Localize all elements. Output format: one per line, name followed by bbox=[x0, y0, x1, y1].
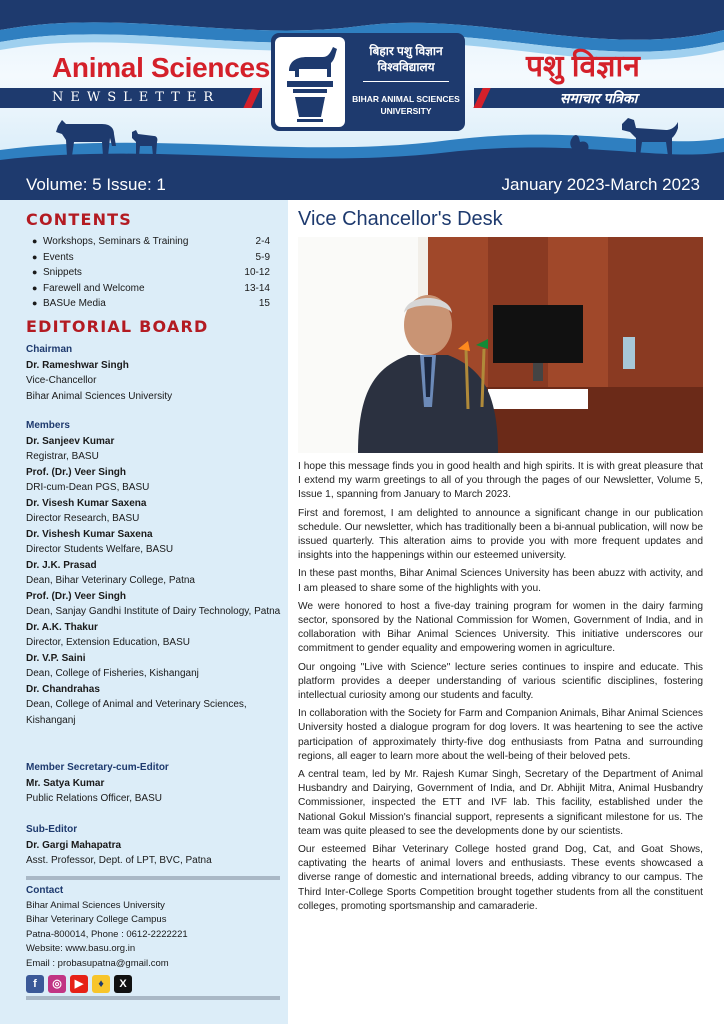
issue-bar bbox=[0, 170, 724, 200]
member-designation: Dean, Sanjay Gandhi Institute of Dairy Technology, Patna bbox=[26, 606, 281, 617]
contents-item: ● Events 5-9 bbox=[32, 251, 270, 263]
cow-icon bbox=[52, 116, 122, 158]
message-paragraph: First and foremost, I am delighted to announce a significant change in our publication schedule. Our newsletter, which has traditionally been a bi-annual publication, will now be issued quarterly. This alteration aims to provide you with more frequent updates and insights into the happenings within our esteemed university. bbox=[298, 507, 703, 562]
university-logo bbox=[271, 33, 465, 131]
contents-item-label: Farewell and Welcome bbox=[43, 282, 145, 294]
secretary-designation: Public Relations Officer, BASU bbox=[26, 793, 162, 804]
volume-issue: Volume: 5 Issue: 1 bbox=[26, 175, 166, 194]
masthead bbox=[0, 0, 724, 170]
contents-item: ● Snippets 10-12 bbox=[32, 267, 270, 278]
x-icon[interactable]: X bbox=[114, 975, 132, 993]
newsletter-title-english: Animal Sciences bbox=[52, 52, 271, 83]
members-block bbox=[26, 418, 284, 728]
editorial-board-heading: EDITORIAL BOARD bbox=[26, 317, 209, 336]
university-name-hindi-line1: बिहार पशु विज्ञान bbox=[369, 44, 443, 58]
member-designation: DRI-cum-Dean PGS, BASU bbox=[26, 482, 150, 493]
subeditor-name: Dr. Gargi Mahapatra bbox=[26, 839, 122, 851]
contents-item: ● BASUe Media 15 bbox=[32, 298, 270, 309]
message-paragraph: Our esteemed Bihar Veterinary College hosted grand Dog, Cat, and Goat Shows, captivating the hearts of animal lovers and enthusiasts. These events showcased a diverse range of domestic and international breeds, adding vibrancy to our campus. The Third Inter-College Sports Competition brought together students from all the constituent colleges, promoting sportsmanship and camaraderie. bbox=[298, 844, 703, 912]
member-name: Prof. (Dr.) Veer Singh bbox=[26, 590, 127, 602]
member-designation: Dean, College of Animal and Veterinary Sciences, Kishanganj bbox=[26, 699, 247, 726]
message-paragraph: Our ongoing "Live with Science" lecture series continues to inspire and educate. This platform provides a deeper understanding of various scientific disciplines, fostering intellectual curiosity among our students and faculty. bbox=[298, 661, 703, 702]
contents-list bbox=[26, 236, 274, 314]
subeditor-role: Sub-Editor bbox=[26, 824, 78, 835]
contact-line: Bihar Veterinary College Campus bbox=[26, 914, 167, 925]
contents-item-label: Snippets bbox=[43, 267, 82, 278]
contents-item-pages: 10-12 bbox=[244, 267, 270, 278]
university-name-english-line2: UNIVERSITY bbox=[380, 106, 432, 116]
logo-divider bbox=[363, 81, 449, 82]
secretary-block bbox=[26, 760, 284, 807]
university-name-hindi-line2: विश्वविद्यालय bbox=[377, 60, 435, 74]
instagram-icon[interactable]: ◎ bbox=[48, 975, 66, 993]
members-role: Members bbox=[26, 420, 70, 431]
koo-icon[interactable]: ♦ bbox=[92, 975, 110, 993]
message-paragraph: In these past months, Bihar Animal Sciences University has been abuzz with activity, and I am pleased to share some of the highlights with you. bbox=[298, 568, 703, 594]
chairman-organization: Bihar Animal Sciences University bbox=[26, 390, 173, 402]
youtube-icon[interactable]: ▶ bbox=[70, 975, 88, 993]
message-paragraph: We were honored to host a five-day training program for women in the dairy farming sector, sponsored by the National Commission for Women, Government of India, and in collaboration with Bihar Animal Sciences University. This initiative underscores our commitment to gender equality and empowering women in agriculture. bbox=[298, 600, 703, 655]
member-name: Prof. (Dr.) Veer Singh bbox=[26, 466, 127, 478]
contact-divider-top bbox=[26, 876, 280, 880]
contact-phone: Patna-800014, Phone : 0612-2222221 bbox=[26, 928, 188, 940]
member-designation: Registrar, BASU bbox=[26, 451, 99, 462]
member-name: Dr. Sanjeev Kumar bbox=[26, 435, 115, 447]
secretary-role: Member Secretary-cum-Editor bbox=[26, 762, 169, 773]
contents-item-pages: 15 bbox=[258, 298, 270, 309]
newsletter-subtitle-hindi: समाचार पत्रिका bbox=[560, 90, 638, 106]
contact-line: Bihar Animal Sciences University bbox=[26, 899, 165, 911]
university-emblem-icon bbox=[275, 37, 345, 127]
contents-item: ● Farewell and Welcome 13-14 bbox=[32, 282, 270, 294]
newsletter-title-hindi: पशु विज्ञान bbox=[526, 50, 640, 83]
vice-chancellor-photo bbox=[298, 237, 703, 453]
message-paragraph: In collaboration with the Society for Farm and Companion Animals, Bihar Animal Sciences University hosted a dialogue program for dog lovers. It was heartening to see the active participation of approximately thirty-five dog enthusiasts from Patna and surrounding regions, all eager to learn more about the well-being of their beloved pets. bbox=[298, 708, 703, 762]
contact-website: Website: www.basu.org.in bbox=[26, 943, 136, 954]
member-designation: Director Students Welfare, BASU bbox=[26, 544, 174, 555]
message-paragraph: A central team, led by Mr. Rajesh Kumar Singh, Secretary of the Department of Animal Husbandry and Dairying, Government of India, and Dr. Abhijit Mitra, Animal Husbandry Commissioner, inspected the ETT and IVF lab. This facility, established under the National Gokul Mission's financial support, represents a significant milestone for us. The team was quite pleased to see the developments done by our scientists. bbox=[298, 769, 703, 837]
contents-item-label: Events bbox=[43, 251, 74, 263]
member-name: Dr. Vishesh Kumar Saxena bbox=[26, 528, 153, 540]
university-name-english-line1: BIHAR ANIMAL SCIENCES bbox=[352, 94, 460, 104]
contact-divider-bottom bbox=[26, 996, 280, 1000]
contents-heading: CONTENTS bbox=[26, 210, 133, 229]
member-name: Dr. Visesh Kumar Saxena bbox=[26, 497, 147, 509]
member-designation: Director Research, BASU bbox=[26, 513, 140, 524]
facebook-icon[interactable]: f bbox=[26, 975, 44, 993]
vice-chancellor-message bbox=[298, 460, 703, 918]
member-name: Dr. J.K. Prasad bbox=[26, 559, 97, 571]
chairman-role: Chairman bbox=[26, 344, 73, 355]
university-name-english bbox=[349, 93, 463, 117]
subeditor-designation: Asst. Professor, Dept. of LPT, BVC, Patna bbox=[26, 855, 212, 866]
vice-chancellor-desk-title: Vice Chancellor's Desk bbox=[298, 208, 503, 230]
contact-email: Email : probasupatna@gmail.com bbox=[26, 957, 169, 969]
message-paragraph: I hope this message finds you in good health and high spirits. It is with great pleasure that I extend my warm greetings to all of you through the pages of our Newsletter, Volume 5, Issue 1, spanning from January to March 2023. bbox=[298, 461, 703, 501]
contents-item-label: BASUe Media bbox=[43, 298, 106, 309]
contents-item-pages: 2-4 bbox=[255, 236, 270, 247]
subeditor-block bbox=[26, 822, 284, 869]
hen-icon bbox=[566, 132, 592, 158]
member-designation: Dean, Bihar Veterinary College, Patna bbox=[26, 575, 195, 586]
member-name: Dr. Chandrahas bbox=[26, 683, 100, 695]
chairman-name: Dr. Rameshwar Singh bbox=[26, 359, 129, 371]
contact-block bbox=[26, 884, 284, 971]
chairman-designation: Vice-Chancellor bbox=[26, 375, 97, 386]
contents-item-pages: 13-14 bbox=[244, 282, 270, 294]
university-name-hindi bbox=[349, 43, 463, 75]
member-designation: Director, Extension Education, BASU bbox=[26, 637, 190, 648]
member-designation: Dean, College of Fisheries, Kishanganj bbox=[26, 668, 199, 679]
dog-icon bbox=[618, 114, 680, 158]
goat-icon bbox=[128, 128, 160, 158]
member-name: Dr. A.K. Thakur bbox=[26, 621, 98, 633]
secretary-name: Mr. Satya Kumar bbox=[26, 777, 105, 789]
contents-item-pages: 5-9 bbox=[255, 251, 270, 263]
contents-item: ● Workshops, Seminars & Training 2-4 bbox=[32, 236, 270, 247]
newsletter-label: NEWSLETTER bbox=[52, 90, 221, 105]
contact-heading: Contact bbox=[26, 885, 64, 896]
social-icons bbox=[26, 975, 136, 993]
issue-period: January 2023-March 2023 bbox=[501, 175, 700, 194]
chairman-block bbox=[26, 342, 284, 404]
contents-item-label: Workshops, Seminars & Training bbox=[43, 236, 189, 247]
member-name: Dr. V.P. Saini bbox=[26, 652, 86, 664]
